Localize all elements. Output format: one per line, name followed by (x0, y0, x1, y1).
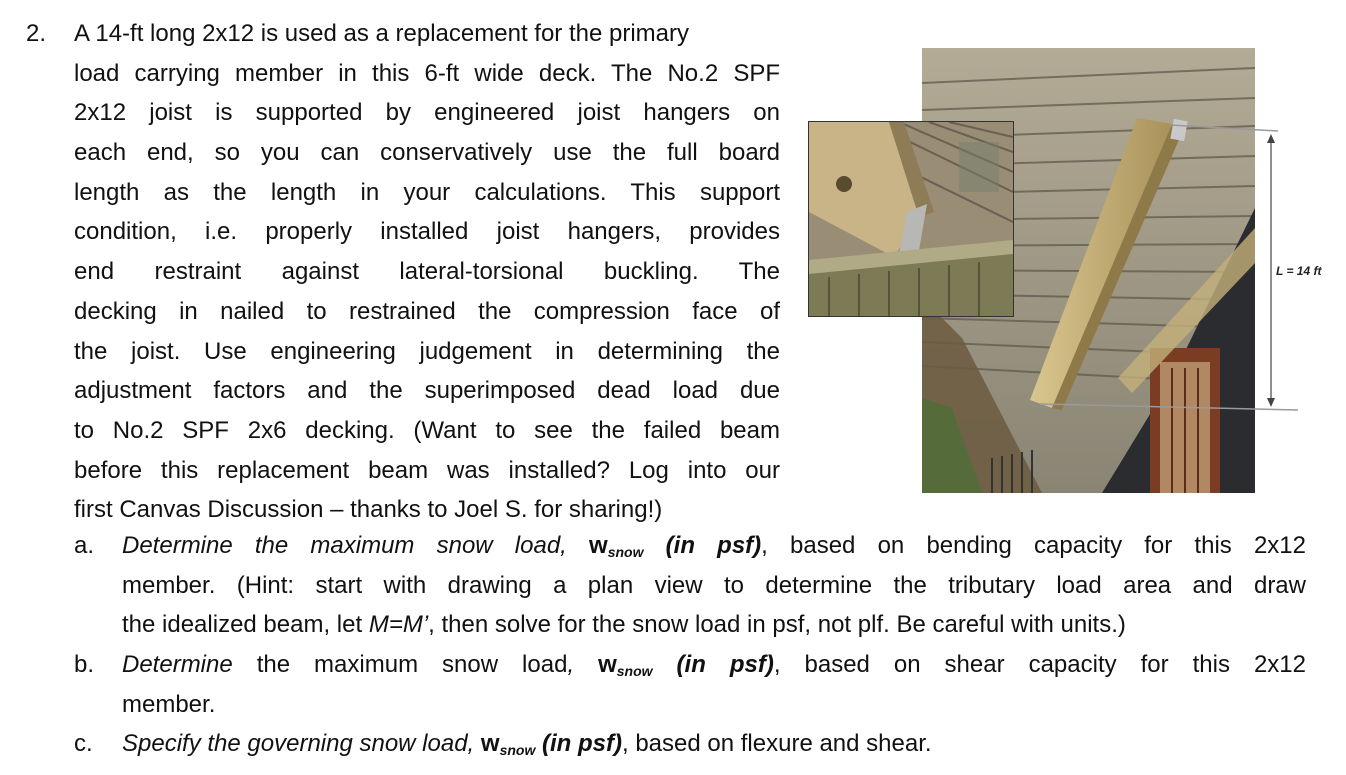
question-number: 2. (26, 20, 47, 47)
part-a-line: Determine the maximum snow load, wsnow (in psf), based on bending capacity for this 2x12 (122, 532, 1306, 560)
intro-line: load carrying member in this 6-ft wide deck. The No.2 SPF (74, 59, 780, 87)
dimension-arrow-down-icon (1267, 398, 1275, 407)
intro-line: end restraint against lateral-torsional buckling. The (74, 258, 780, 286)
intro-line: first Canvas Discussion – thanks to Joel S. for sharing!) (74, 496, 663, 524)
intro-line: length as the length in your calculations. This support (74, 178, 780, 206)
part-a-label: a. (74, 532, 95, 559)
intro-line: decking in nailed to restrained the compression face of (74, 297, 780, 325)
intro-line: adjustment factors and the superimposed dead load due (74, 377, 780, 405)
part-b-line: Determine the maximum snow load, wsnow (in psf), based on shear capacity for this 2x12 (122, 651, 1306, 680)
part-c-label: c. (74, 730, 93, 758)
intro-line: each end, so you can conservatively use the full board (74, 139, 780, 167)
part-b-line: member. (122, 690, 216, 718)
dimension-extension-line-bottom (1040, 404, 1298, 410)
dimension-arrow-up-icon (1267, 134, 1275, 143)
dimension-extension-line-top (1170, 125, 1278, 131)
intro-line: condition, i.e. properly installed joist hangers, provides (74, 218, 780, 246)
intro-line: to No.2 SPF 2x6 decking. (Want to see the failed beam (74, 416, 780, 444)
part-b-label: b. (74, 651, 95, 679)
part-a-line: the idealized beam, let M=M’, then solve for the snow load in psf, not plf. Be careful with units.) (122, 611, 1126, 639)
part-a-line: member. (Hint: start with drawing a plan view to determine the tributary load area and draw (122, 571, 1306, 599)
intro-line: before this replacement beam was installed? Log into our (74, 456, 780, 484)
part-c-line: Specify the governing snow load, wsnow (in psf), based on flexure and shear. (122, 730, 932, 759)
intro-line: the joist. Use engineering judgement in determining the (74, 337, 780, 365)
intro-line: A 14-ft long 2x12 is used as a replacement for the primary (74, 20, 689, 47)
intro-line: 2x12 joist is supported by engineered joist hangers on (74, 99, 780, 127)
span-length-label: L = 14 ft (1276, 264, 1322, 278)
